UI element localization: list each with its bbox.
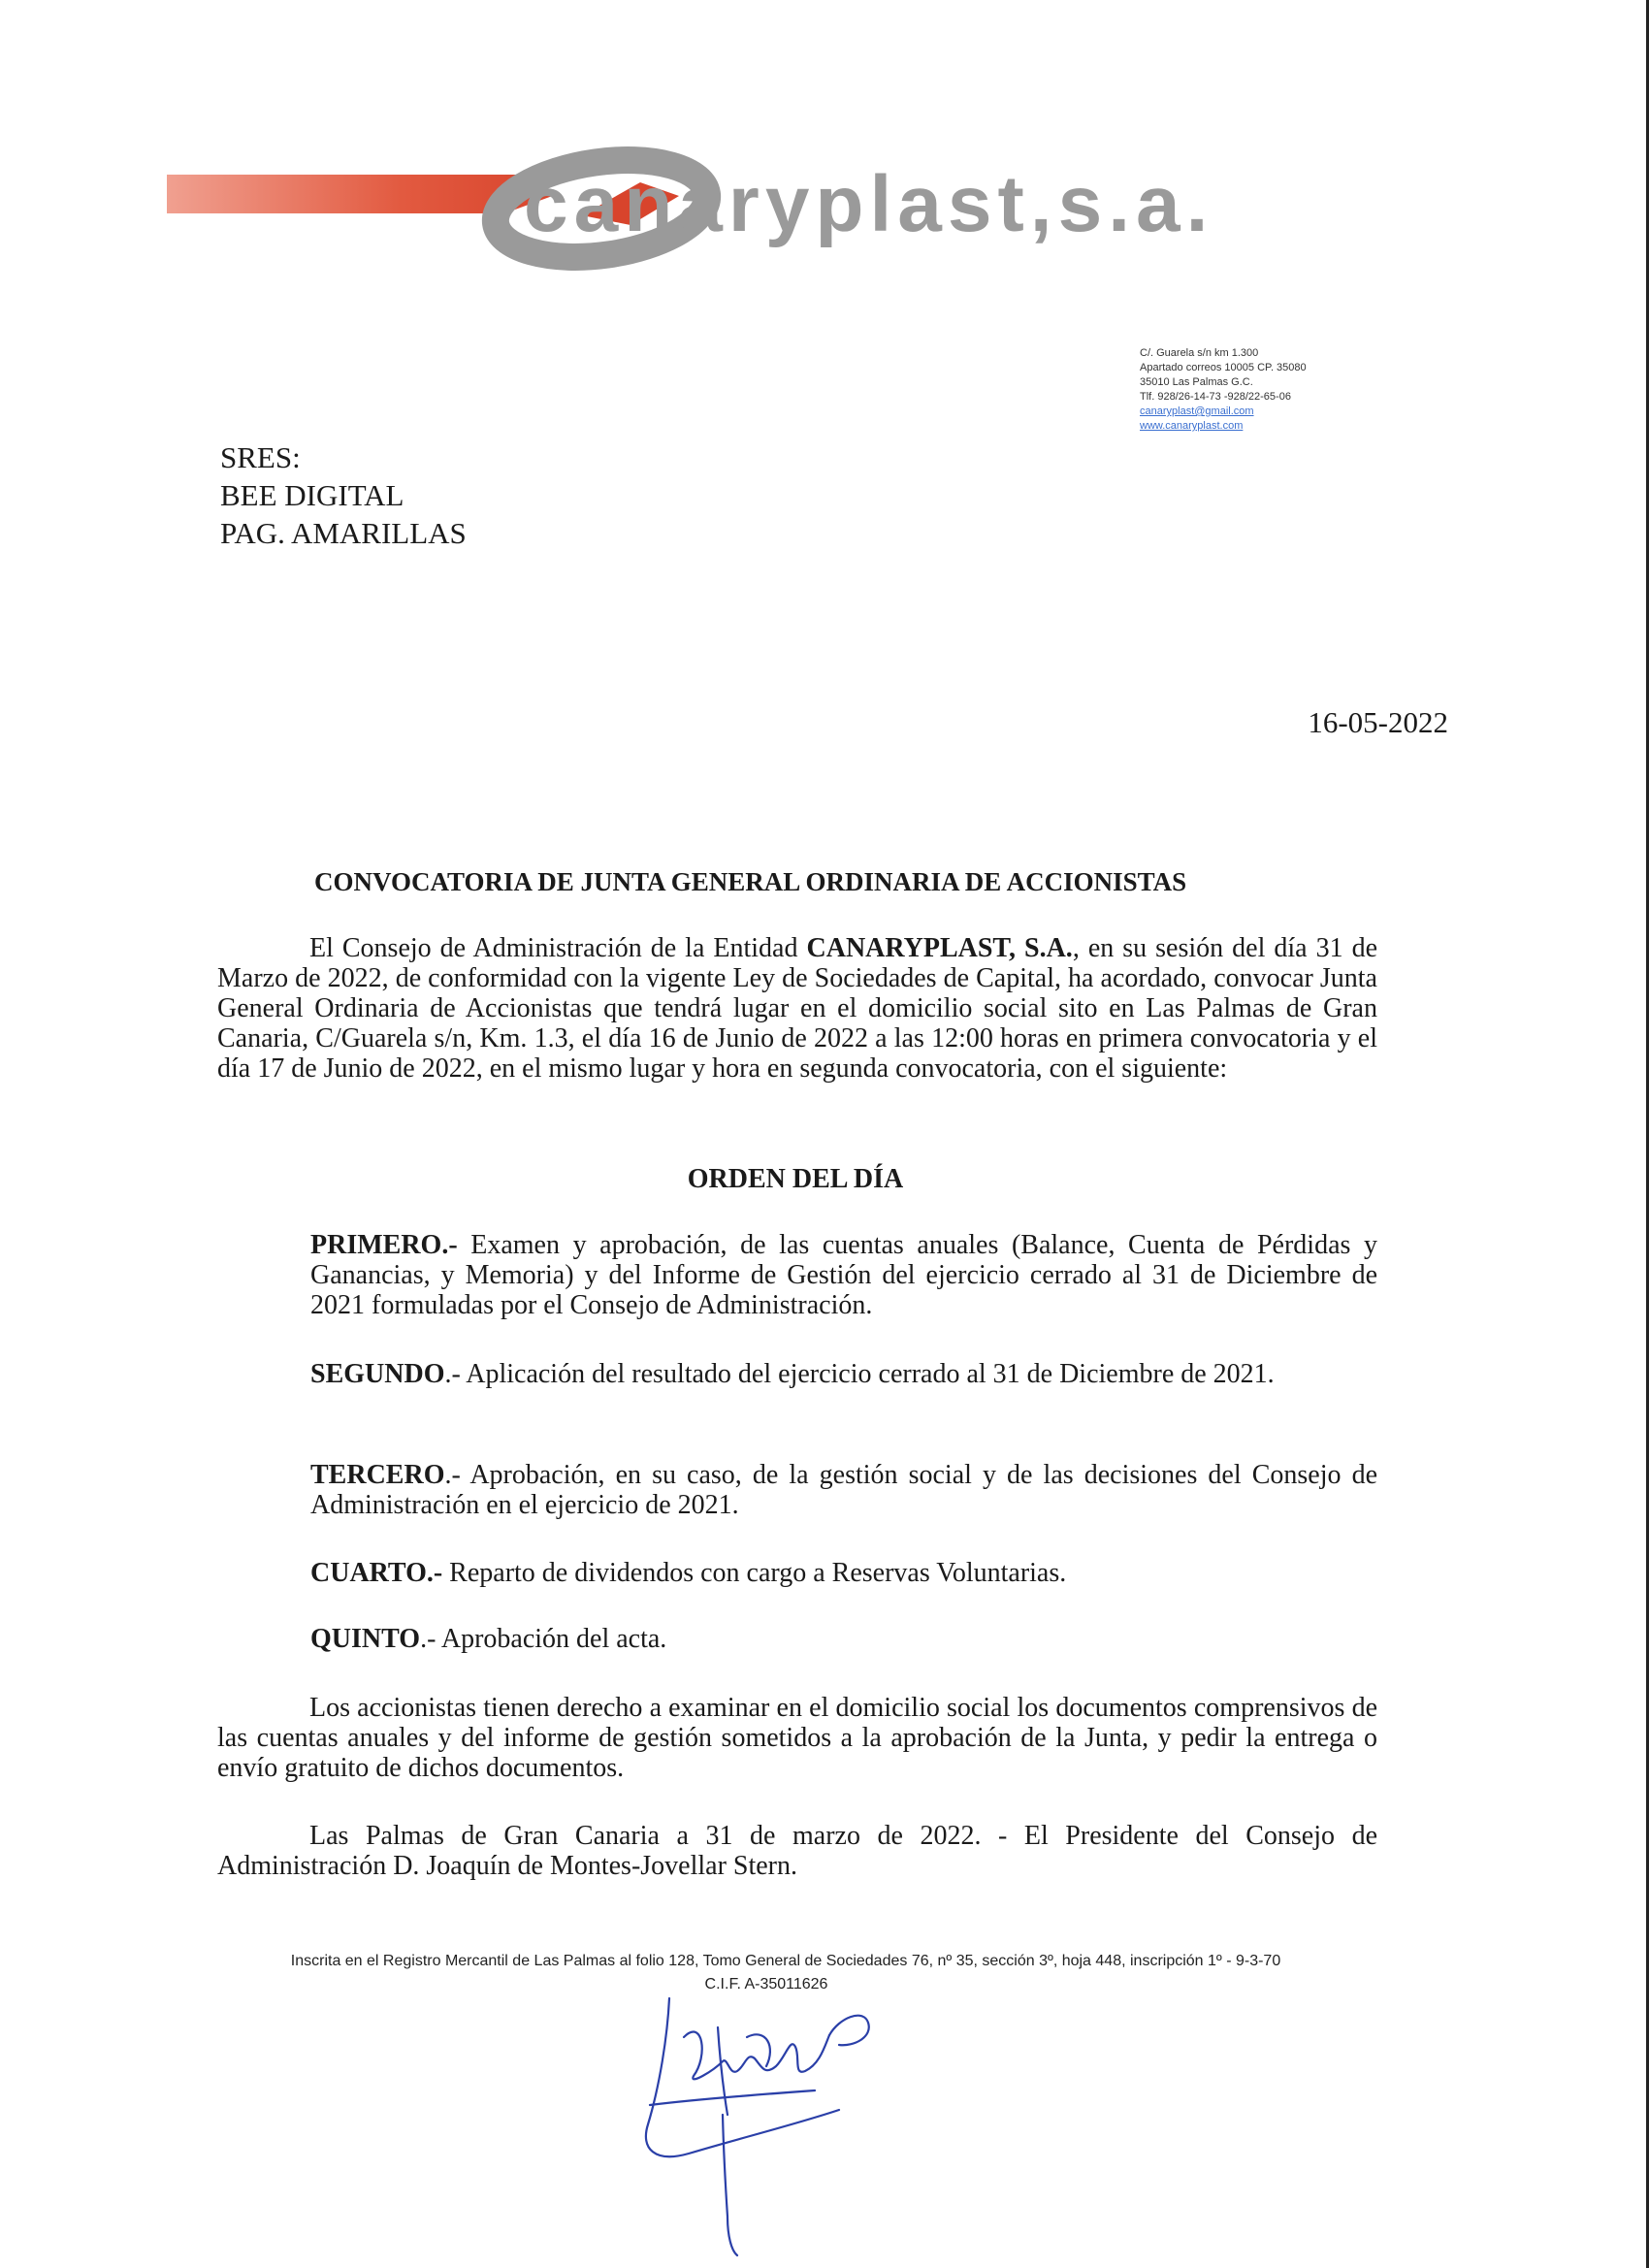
signature-image bbox=[630, 1979, 902, 2260]
agenda-item-text: .- Aprobación del acta. bbox=[420, 1624, 667, 1654]
letter-date: 16-05-2022 bbox=[1308, 705, 1448, 739]
registry-footer: Inscrita en el Registro Mercantil de Las Palmas al folio 128, Tomo General de Sociedades 76, nº 35, sección 3º, hoja 448, inscripción 1º - 9-3-70 bbox=[290, 1953, 1281, 1969]
agenda-item-label: CUARTO.- bbox=[310, 1558, 443, 1588]
rights-paragraph: Los accionistas tienen derecho a examinar en el domicilio social los documentos comprensivos de las cuentas anuales y del informe de gestión sometidos a la aprobación de la Junta, y pedir la entrega o envío gratuito de dichos documentos. bbox=[217, 1693, 1377, 1783]
contact-line: Apartado correos 10005 CP. 35080 bbox=[1140, 362, 1307, 373]
website-link[interactable]: www.canaryplast.com bbox=[1140, 420, 1244, 432]
agenda-item-text: .- Aplicación del resultado del ejercicio cerrado al 31 de Diciembre de 2021. bbox=[444, 1359, 1275, 1389]
contact-line: C/. Guarela s/n km 1.300 bbox=[1140, 347, 1259, 359]
intro-company: CANARYPLAST, S.A. bbox=[806, 933, 1073, 963]
agenda-item-text: .- Aprobación, en su caso, de la gestión social y de las decisiones del Consejo de Administración en el ejercicio de 2021. bbox=[310, 1460, 1377, 1520]
contact-line: Tlf. 928/26-14-73 -928/22-65-06 bbox=[1140, 391, 1291, 403]
intro-text-continued: , en su sesión del día 31 de Marzo de 2022, de conformidad con la vigente Ley de Sociedades de Capital, ha acordado, convocar Junta General Ordinaria de Accionistas que tendrá lugar en el domicilio social sito en Las Palmas de Gran Canaria, C/Guarela s/n, Km. 1.3, el día 16 de Junio de 2022 a las 12:00 horas en primera convocatoria y el día 17 de Junio de 2022, en el mismo lugar y hora en segunda convocatoria, con el siguiente: bbox=[217, 933, 1378, 1084]
agenda-item-label: PRIMERO.- bbox=[310, 1230, 458, 1260]
document-title: CONVOCATORIA DE JUNTA GENERAL ORDINARIA DE ACCIONISTAS bbox=[314, 867, 1187, 896]
agenda-item-text: Examen y aprobación, de las cuentas anuales (Balance, Cuenta de Pérdidas y Ganancias, y Memoria) y del Informe de Gestión del ejercicio cerrado al 31 de Diciembre de 2021 formuladas por el Consejo de Administración. bbox=[310, 1230, 1377, 1320]
company-name-logo: canaryplast,s.a. bbox=[524, 160, 1214, 248]
cif-footer: C.I.F. A-35011626 bbox=[704, 1976, 828, 1993]
intro-paragraph bbox=[217, 933, 1377, 1084]
agenda-item-text: Reparto de dividendos con cargo a Reservas Voluntarias. bbox=[442, 1558, 1067, 1588]
agenda-title: ORDEN DEL DÍA bbox=[687, 1164, 904, 1194]
intro-text: El Consejo de Administración de la Entidad bbox=[309, 933, 807, 963]
contact-line: 35010 Las Palmas G.C. bbox=[1140, 376, 1253, 388]
agenda-item bbox=[310, 1460, 1377, 1520]
recipient-line: PAG. AMARILLAS bbox=[220, 516, 467, 550]
agenda-item-label: SEGUNDO bbox=[310, 1359, 445, 1389]
recipient-line: BEE DIGITAL bbox=[220, 478, 404, 512]
recipient-line: SRES: bbox=[220, 440, 301, 474]
logo-swoosh-graphic bbox=[0, 0, 1649, 310]
email-link[interactable]: canaryplast@gmail.com bbox=[1140, 405, 1254, 417]
agenda-item bbox=[310, 1558, 1377, 1588]
agenda-item bbox=[310, 1359, 1377, 1389]
recipient-block bbox=[220, 438, 467, 552]
agenda-item bbox=[310, 1230, 1377, 1320]
closing-paragraph: Las Palmas de Gran Canaria a 31 de marzo de 2022. - El Presidente del Consejo de Administración D. Joaquín de Montes-Jovellar Stern. bbox=[217, 1821, 1377, 1881]
agenda-item-label: QUINTO bbox=[310, 1624, 421, 1654]
contact-block bbox=[1140, 346, 1307, 434]
agenda-item bbox=[310, 1624, 1377, 1654]
agenda-item-label: TERCERO bbox=[310, 1460, 445, 1490]
